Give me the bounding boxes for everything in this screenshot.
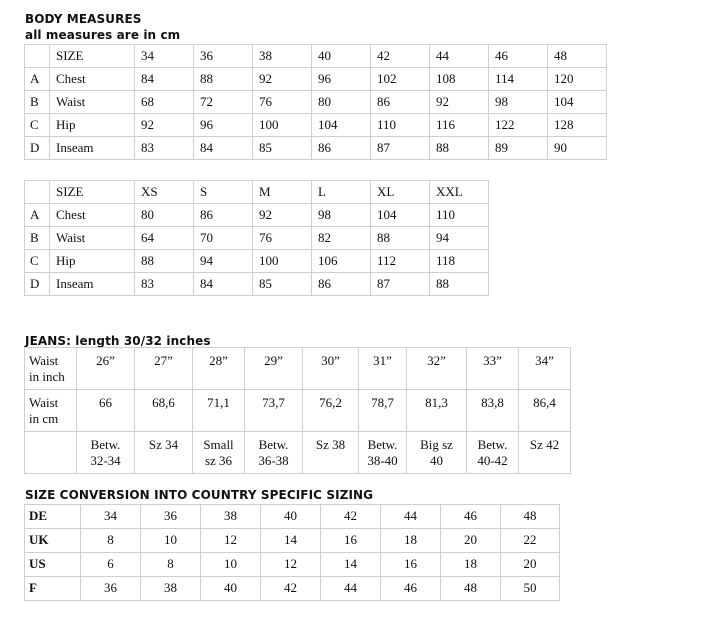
row-letter: A: [25, 204, 50, 227]
size-value: 50: [501, 577, 560, 601]
table-row: [25, 250, 489, 273]
header-cell: 42: [371, 45, 430, 68]
measure-value: 83: [135, 137, 194, 160]
size-value: 20: [501, 553, 560, 577]
measure-value: 86: [194, 204, 253, 227]
header-cell: SIZE: [50, 45, 135, 68]
body-measures-title: BODY MEASURES: [25, 12, 142, 26]
size-value: 14: [321, 553, 381, 577]
header-cell: S: [194, 181, 253, 204]
measure-value: 92: [253, 204, 312, 227]
size-cell: 66: [77, 390, 135, 432]
measure-value: 92: [430, 91, 489, 114]
header-cell: [25, 181, 50, 204]
header-cell: XL: [371, 181, 430, 204]
size-value: 12: [201, 529, 261, 553]
measure-value: 88: [430, 137, 489, 160]
measure-value: 100: [253, 114, 312, 137]
size-value: 12: [261, 553, 321, 577]
measure-value: 84: [135, 68, 194, 91]
table-row: [25, 577, 560, 601]
measure-value: 70: [194, 227, 253, 250]
measure-value: 85: [253, 137, 312, 160]
size-cell: 73,7: [245, 390, 303, 432]
measure-value: 84: [194, 137, 253, 160]
measure-value: 86: [312, 137, 371, 160]
size-value: 18: [381, 529, 441, 553]
measure-value: 80: [135, 204, 194, 227]
measure-value: 86: [312, 273, 371, 296]
measure-name: Hip: [50, 114, 135, 137]
measure-value: 88: [371, 227, 430, 250]
size-value: 16: [321, 529, 381, 553]
table-row: [25, 68, 607, 91]
measure-value: 89: [489, 137, 548, 160]
measure-value: 104: [371, 204, 430, 227]
measure-value: 102: [371, 68, 430, 91]
size-cell: 34”: [519, 348, 571, 390]
size-cell: 86,4: [519, 390, 571, 432]
measure-name: Hip: [50, 250, 135, 273]
size-cell: 30”: [303, 348, 359, 390]
header-cell: L: [312, 181, 371, 204]
size-value: 22: [501, 529, 560, 553]
row-label: [25, 432, 77, 474]
measure-value: 104: [312, 114, 371, 137]
measure-value: 118: [430, 250, 489, 273]
header-cell: 46: [489, 45, 548, 68]
size-cell: 28”: [193, 348, 245, 390]
header-cell: [25, 45, 50, 68]
measure-value: 86: [371, 91, 430, 114]
size-value: 42: [321, 505, 381, 529]
measure-value: 80: [312, 91, 371, 114]
measure-value: 96: [312, 68, 371, 91]
row-letter: B: [25, 227, 50, 250]
country-code: US: [25, 553, 81, 577]
header-cell: M: [253, 181, 312, 204]
measure-value: 64: [135, 227, 194, 250]
header-cell: 40: [312, 45, 371, 68]
size-value: 48: [441, 577, 501, 601]
country-code: UK: [25, 529, 81, 553]
measure-name: Inseam: [50, 137, 135, 160]
size-value: 46: [441, 505, 501, 529]
measure-value: 122: [489, 114, 548, 137]
measure-value: 72: [194, 91, 253, 114]
country-code: DE: [25, 505, 81, 529]
size-cell: Betw. 40-42: [467, 432, 519, 474]
size-cell: Sz 42: [519, 432, 571, 474]
size-value: 10: [141, 529, 201, 553]
header-row: [25, 181, 489, 204]
size-cell: 29”: [245, 348, 303, 390]
header-cell: 44: [430, 45, 489, 68]
measure-value: 84: [194, 273, 253, 296]
size-cell: 81,3: [407, 390, 467, 432]
header-cell: SIZE: [50, 181, 135, 204]
size-value: 48: [501, 505, 560, 529]
size-value: 18: [441, 553, 501, 577]
header-cell: 34: [135, 45, 194, 68]
size-value: 42: [261, 577, 321, 601]
measure-value: 83: [135, 273, 194, 296]
country-code: F: [25, 577, 81, 601]
size-cell: 83,8: [467, 390, 519, 432]
measure-name: Chest: [50, 204, 135, 227]
size-cell: Big sz 40: [407, 432, 467, 474]
measure-value: 94: [194, 250, 253, 273]
measure-value: 82: [312, 227, 371, 250]
table-row: [25, 505, 560, 529]
measure-value: 100: [253, 250, 312, 273]
conversion-title: SIZE CONVERSION INTO COUNTRY SPECIFIC SIZING: [25, 488, 374, 502]
measure-value: 92: [253, 68, 312, 91]
size-cell: 76,2: [303, 390, 359, 432]
measure-value: 110: [430, 204, 489, 227]
measure-value: 128: [548, 114, 607, 137]
size-value: 44: [381, 505, 441, 529]
table-row: [25, 529, 560, 553]
header-cell: 38: [253, 45, 312, 68]
measure-name: Waist: [50, 227, 135, 250]
size-value: 36: [141, 505, 201, 529]
size-value: 40: [201, 577, 261, 601]
size-cell: Betw. 38-40: [359, 432, 407, 474]
header-cell: XXL: [430, 181, 489, 204]
row-letter: C: [25, 250, 50, 273]
measure-name: Chest: [50, 68, 135, 91]
measure-value: 94: [430, 227, 489, 250]
body-measures-table-letter: [24, 180, 489, 296]
size-cell: Sz 34: [135, 432, 193, 474]
size-cell: 78,7: [359, 390, 407, 432]
body-measures-table-numeric: [24, 44, 607, 160]
measure-value: 88: [194, 68, 253, 91]
table-row: [25, 227, 489, 250]
size-value: 16: [381, 553, 441, 577]
row-letter: D: [25, 137, 50, 160]
row-label: Waist in inch: [25, 348, 77, 390]
size-cell: 27”: [135, 348, 193, 390]
measure-value: 85: [253, 273, 312, 296]
size-value: 20: [441, 529, 501, 553]
size-value: 6: [81, 553, 141, 577]
row-letter: B: [25, 91, 50, 114]
measure-value: 88: [135, 250, 194, 273]
table-row: [25, 114, 607, 137]
size-cell: 32”: [407, 348, 467, 390]
header-cell: XS: [135, 181, 194, 204]
measure-value: 76: [253, 227, 312, 250]
size-cell: 33”: [467, 348, 519, 390]
measure-value: 98: [489, 91, 548, 114]
measure-value: 108: [430, 68, 489, 91]
measure-value: 76: [253, 91, 312, 114]
size-value: 34: [81, 505, 141, 529]
table-row: [25, 273, 489, 296]
header-cell: 48: [548, 45, 607, 68]
measure-name: Inseam: [50, 273, 135, 296]
size-cell: 26”: [77, 348, 135, 390]
measure-value: 87: [371, 137, 430, 160]
size-cell: 68,6: [135, 390, 193, 432]
size-cell: Betw. 32-34: [77, 432, 135, 474]
measure-value: 98: [312, 204, 371, 227]
body-measures-subtitle: all measures are in cm: [25, 28, 181, 42]
measure-value: 112: [371, 250, 430, 273]
row-letter: D: [25, 273, 50, 296]
table-row: [25, 137, 607, 160]
table-row: [25, 204, 489, 227]
jeans-title: JEANS: length 30/32 inches: [25, 334, 211, 348]
size-cell: 31”: [359, 348, 407, 390]
measure-value: 68: [135, 91, 194, 114]
measure-value: 92: [135, 114, 194, 137]
size-value: 46: [381, 577, 441, 601]
measure-value: 87: [371, 273, 430, 296]
table-row: [25, 348, 571, 390]
size-value: 10: [201, 553, 261, 577]
size-cell: 71,1: [193, 390, 245, 432]
size-value: 38: [201, 505, 261, 529]
measure-value: 110: [371, 114, 430, 137]
row-letter: A: [25, 68, 50, 91]
row-letter: C: [25, 114, 50, 137]
table-row: [25, 91, 607, 114]
measure-value: 106: [312, 250, 371, 273]
measure-value: 88: [430, 273, 489, 296]
measure-value: 104: [548, 91, 607, 114]
jeans-table: [24, 347, 571, 474]
table-row: [25, 553, 560, 577]
table-row: [25, 432, 571, 474]
measure-value: 114: [489, 68, 548, 91]
measure-value: 120: [548, 68, 607, 91]
header-cell: 36: [194, 45, 253, 68]
row-label: Waist in cm: [25, 390, 77, 432]
measure-value: 116: [430, 114, 489, 137]
size-cell: Sz 38: [303, 432, 359, 474]
size-value: 44: [321, 577, 381, 601]
table-row: [25, 390, 571, 432]
size-cell: Small sz 36: [193, 432, 245, 474]
size-value: 14: [261, 529, 321, 553]
size-value: 8: [81, 529, 141, 553]
size-value: 40: [261, 505, 321, 529]
measure-value: 90: [548, 137, 607, 160]
measure-value: 96: [194, 114, 253, 137]
conversion-table: [24, 504, 560, 601]
header-row: [25, 45, 607, 68]
size-value: 38: [141, 577, 201, 601]
measure-name: Waist: [50, 91, 135, 114]
size-value: 36: [81, 577, 141, 601]
size-value: 8: [141, 553, 201, 577]
size-cell: Betw. 36-38: [245, 432, 303, 474]
